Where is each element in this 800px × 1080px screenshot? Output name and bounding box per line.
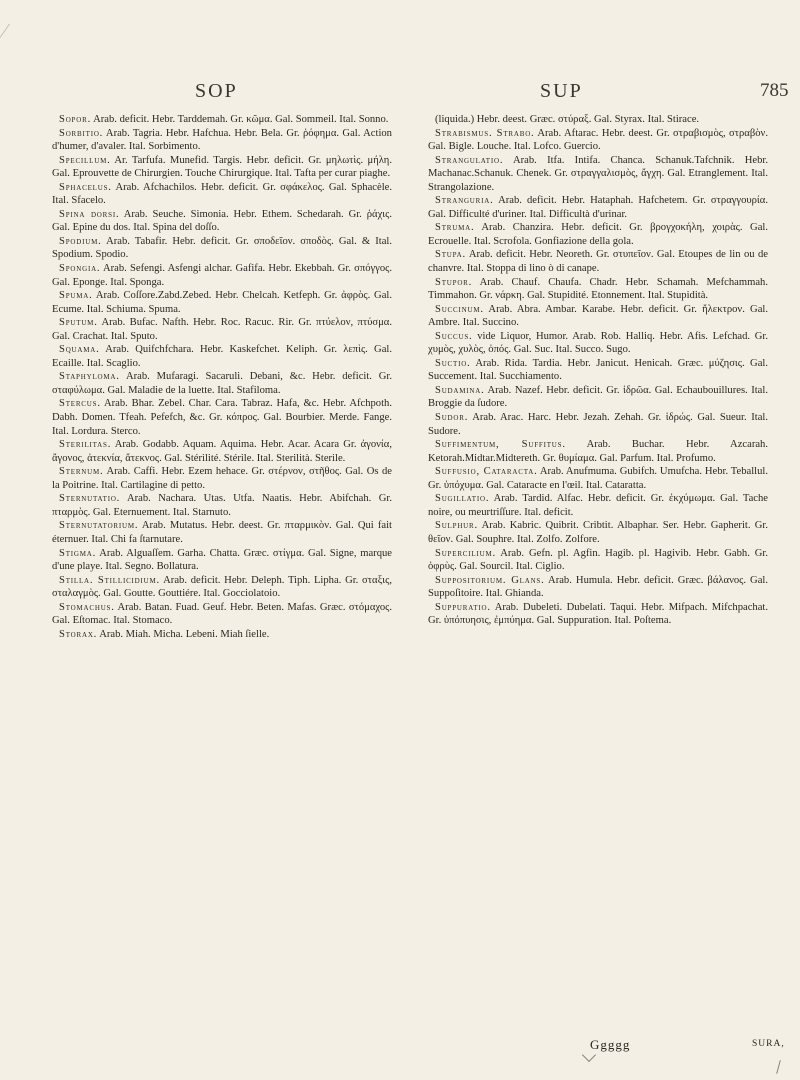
entry-headword: Suffusio, Cataracta. xyxy=(435,466,538,478)
entry-text: Arab. Dubeleti. Dubelati. Taqui. Hebr. Mifpach. Mifchpachat. Gr. ὑπόπυησις, ἐμπύημα. Gal. Suppuration. Ital. Poſtema. xyxy=(428,601,768,627)
entry-headword: Suppositorium. Glans. xyxy=(435,574,545,586)
entry-text: Arab. Afchachilos. Hebr. deficit. Gr. σφάκελος. Gal. Sphacèle. Ital. Sfacelo. xyxy=(52,181,392,207)
entry-headword: Stupa. xyxy=(435,249,466,261)
dictionary-entry xyxy=(428,127,768,154)
entry-text: Arab. Mufaragi. Sacaruli. Debani, &c. Hebr. deficit. Gr. σταφύλωμα. Gal. Maladie de la luette. Ital. Stafiloma. xyxy=(52,371,392,396)
entry-headword: Storax. xyxy=(59,628,98,640)
left-column xyxy=(52,113,392,641)
entry-text: Arab. Caffi. Hebr. Ezem hehace. Gr. στέρνον, στῆθος. Gal. Os de la Poitrine. Ital. Cartilagine di petto. xyxy=(52,466,392,491)
dictionary-entry xyxy=(52,574,392,601)
entry-text: Arab. deficit. Hebr. Neoreth. Gr. στυπεῖον. Gal. Etoupes de lin ou de chanvre. Ital. Stoppa di lino ò di canape. xyxy=(428,249,768,275)
entry-text: Arab. Rida. Tardia. Hebr. Janicut. Henicah. Græc. μύζησις. Gal. Succement. Ital. Succhiamento. xyxy=(428,357,768,383)
entry-headword: Stercus. xyxy=(59,398,101,410)
entry-text: (liquida.) Hebr. deest. Græc. στύραξ. Gal. Styrax. Ital. Stirace. xyxy=(435,114,700,125)
entry-headword: Sternutatio. xyxy=(59,493,121,505)
dictionary-entry xyxy=(428,547,768,574)
entry-text: Arab. Alguaſſem. Garha. Chatta. Græc. στίγμα. Gal. Signe, marque d'une playe. Ital. Segno. Bollatura. xyxy=(52,547,392,573)
dictionary-entry xyxy=(52,289,392,316)
entry-text: Arab. Miah. Micha. Lebeni. Miah ſielle. xyxy=(99,628,270,640)
dictionary-entry xyxy=(428,248,768,275)
entry-text: Arab. Gefn. pl. Agfin. Hagib. pl. Hagivib. Hebr. Gabh. Gr. ὀφρὺς. Gal. Sourcil. Ital. Ciglio. xyxy=(428,547,768,573)
entry-headword: Sudamina. xyxy=(435,384,485,396)
entry-headword: Sudor. xyxy=(435,412,469,424)
entry-text: Arab. Abra. Ambar. Karabe. Hebr. deficit. Gr. ἤλεκτρον. Gal. Ambre. Ital. Succino. xyxy=(428,303,768,329)
entry-text: Arab. Tabafir. Hebr. deficit. Gr. σποδεῖον. σποδὸς. Gal. & Ital. Spodium. Spodio. xyxy=(52,235,392,261)
dictionary-entry xyxy=(428,113,768,127)
dictionary-entry xyxy=(52,262,392,289)
dictionary-entry xyxy=(428,519,768,546)
entry-headword: Sternum. xyxy=(59,466,104,478)
entry-text: Arab. Humula. Hebr. deficit. Græc. βάλανος. Gal. Suppoſitoire. Ital. Ghianda. xyxy=(428,574,768,600)
entry-text: Arab. Tagria. Hebr. Hafchua. Hebr. Bela. Gr. ῥόφημα. Gal. Action d'humer, d'avaler. Ital. Sorbimento. xyxy=(52,127,392,153)
entry-headword: Spongia. xyxy=(59,263,101,275)
dictionary-entry xyxy=(52,235,392,262)
entry-text: Arab. Nazef. Hebr. deficit. Gr. ἱδρῶα. Gal. Echaubouillures. Ital. Broggie da ſudore. xyxy=(428,384,768,410)
entry-headword: Spuma. xyxy=(59,290,93,302)
entry-text: Arab. Kabric. Quibrit. Cribtit. Albaphar. Ser. Hebr. Gapherit. Gr. θεῖον. Gal. Souphre. Ital. Zolfo. Zolfore. xyxy=(428,520,768,545)
entry-text: Arab. deficit. Hebr. Hataphah. Hafchetem. Gr. στραγγουρία. Gal. Difficulté d'uriner. Ital. Difficultà d'urinar. xyxy=(428,195,768,220)
dictionary-entry xyxy=(428,492,768,519)
entry-headword: Sphacelus. xyxy=(59,181,112,193)
entry-text: vide Liquor, Humor. Arab. Rob. Halliq. Hebr. Afis. Lefchad. Gr. χυμὸς, χυλὸς, ὀπός. Gal. Suc. Ital. Succo. Sugo. xyxy=(428,330,768,356)
dictionary-entry xyxy=(428,411,768,438)
entry-headword: Sorbitio. xyxy=(59,127,104,139)
entry-headword: Stomachus. xyxy=(59,601,115,613)
dictionary-entry xyxy=(428,221,768,248)
dictionary-entry xyxy=(52,113,392,127)
entry-text: Arab. Buchar. Hebr. Azcarah. Ketorah.Midtar.Midtereth. Gr. θυμίαμα. Gal. Parfum. Ital. Profumo. xyxy=(428,439,768,464)
dictionary-entry xyxy=(52,127,392,154)
dictionary-entry xyxy=(52,601,392,628)
entry-headword: Struma. xyxy=(435,222,475,234)
dictionary-entry xyxy=(428,154,768,195)
dictionary-entry xyxy=(52,316,392,343)
entry-headword: Strabismus. Strabo. xyxy=(435,127,535,139)
dictionary-entry xyxy=(428,574,768,601)
entry-text: Arab. Batan. Fuad. Geuf. Hebr. Beten. Mafas. Græc. στόμαχος. Gal. Eſtomac. Ital. Stomaco. xyxy=(52,601,392,627)
entry-headword: Stigma. xyxy=(59,547,97,559)
entry-headword: Spina dorsi. xyxy=(59,208,120,220)
entry-headword: Stranguria. xyxy=(435,195,494,207)
dictionary-entry xyxy=(428,465,768,492)
entry-headword: Supercilium. xyxy=(435,547,496,559)
entry-text: Arab. Bhar. Zebel. Char. Cara. Tabraz. Hafa, &c. Hebr. Afchpoth. Dabh. Domen. Tfeah. Pefefch, &c. Gr. κόπρος. Gal. Bourbier. Merde. Fange. Ital. Lordura. Sterco. xyxy=(52,398,392,437)
entry-text: Arab. deficit. Hebr. Tarddemah. Gr. κῶμα. Gal. Sommeil. Ital. Sonno. xyxy=(93,114,389,125)
entry-text: Arab. Sefengi. Asfengi alchar. Gafifa. Hebr. Ekebbah. Gr. σπόγγος. Gal. Eponge. Ital. Sponga. xyxy=(52,263,392,288)
entry-text: Arab. Anufmuma. Gubifch. Umufcha. Hebr. Teballul. Gr. ὑπόχυμα. Gal. Cataracte en l'œil. Ital. Cataratta. xyxy=(428,466,768,491)
page-number: 785 xyxy=(760,80,789,101)
entry-text: Arab. deficit. Hebr. Deleph. Tiph. Lipha. Gr. σταξις, σταλαγμὸς. Gal. Goutte. Gouttiére. Ital. Gocciolatoio. xyxy=(52,574,392,600)
dictionary-entry xyxy=(52,465,392,492)
dictionary-entry xyxy=(52,343,392,370)
dictionary-entry xyxy=(428,438,768,465)
entry-headword: Specillum. xyxy=(59,154,111,166)
corner-fold-mark xyxy=(0,24,40,44)
entry-text: Arab. Nachara. Utas. Utfa. Naatis. Hebr. Abifchah. Gr. πταρμὸς. Gal. Eternuement. Ital. Starnuto. xyxy=(52,493,392,518)
running-head-right: SUP xyxy=(540,80,583,102)
entry-text: Arab. Itfa. Intifa. Chanca. Schanuk.Tafchnik. Hebr. Machanac.Schanuk. Chenek. Gr. στραγγαλισμὸς, ἄγχη. Gal. Etranglement. Ital. Strangolazione. xyxy=(428,154,768,193)
dictionary-entry xyxy=(428,194,768,221)
entry-text: Arab. Coſſore.Zabd.Zebed. Hebr. Chelcah. Ketfeph. Gr. ἀφρὸς. Gal. Ecume. Ital. Schiuma. Spuma. xyxy=(52,290,392,315)
right-column xyxy=(428,113,768,628)
dictionary-entry xyxy=(52,628,392,642)
entry-headword: Sterilitas. xyxy=(59,439,112,451)
entry-headword: Succinum. xyxy=(435,303,484,315)
entry-text: Arab. Mutatus. Hebr. deest. Gr. πταρμικὸν. Gal. Qui fait éternuer. Ital. Chi fa ſtarnutare. xyxy=(52,520,392,545)
dictionary-entry xyxy=(52,208,392,235)
entry-headword: Suffimentum, Suffitus. xyxy=(435,439,566,451)
dictionary-entry xyxy=(52,181,392,208)
entry-headword: Spodium. xyxy=(59,235,102,247)
entry-text: Arab. Chanzira. Hebr. deficit. Gr. βρογχοκήλη, χοιρὰς. Gal. Ecrouelle. Ital. Scrofola. Gonfiazione della gola. xyxy=(428,222,768,247)
entry-headword: Sugillatio. xyxy=(435,493,490,505)
dictionary-entry xyxy=(52,154,392,181)
entry-text: Arab. Chauf. Chaufa. Chadr. Hebr. Schamah. Mefchammah. Timmahon. Gr. νάρκη. Gal. Stupidité. Etonnement. Ital. Stupidità. xyxy=(428,276,768,302)
entry-text: Arab. Tardid. Alfac. Hebr. deficit. Gr. ἐκχύμωμα. Gal. Tache noire, ou meurtriſſure. Ital. deficit. xyxy=(428,493,768,518)
entry-text: Arab. Bufac. Nafth. Hebr. Roc. Racuc. Rir. Gr. πτύελον, πτύσμα. Gal. Crachat. Ital. Sputo. xyxy=(52,317,392,342)
running-head-left: SOP xyxy=(195,80,238,102)
dictionary-entry xyxy=(428,384,768,411)
entry-headword: Sternutatorium. xyxy=(59,520,139,532)
entry-headword: Sputum. xyxy=(59,317,98,329)
entry-text: Arab. Godabb. Aquam. Aquima. Hebr. Acar. Acara Gr. ἀγονία, ἄγονος, ἀτεκνία, ἄτεκνος. Gal. Stérilité. Stérile. Ital. Sterilità. Sterile. xyxy=(52,439,392,464)
catchword: SURA, xyxy=(752,1039,785,1049)
entry-headword: Suppuratio. xyxy=(435,601,491,613)
dictionary-entry xyxy=(428,276,768,303)
dictionary-entry xyxy=(428,357,768,384)
entry-headword: Sulphur. xyxy=(435,520,478,532)
dictionary-entry xyxy=(52,438,392,465)
entry-text: Arab. Aftarac. Hebr. deest. Gr. στραβισμὸς, στραβὸν. Gal. Bigle. Louche. Ital. Lofco. Guercio. xyxy=(428,127,768,153)
dictionary-entry xyxy=(428,330,768,357)
dictionary-entry xyxy=(428,601,768,628)
dictionary-entry xyxy=(52,547,392,574)
entry-text: Arab. Quifchfchara. Hebr. Kaskefchet. Keliph. Gr. λεπὶς. Gal. Ecaille. Ital. Scaglio. xyxy=(52,344,392,369)
entry-headword: Strangulatio. xyxy=(435,154,504,166)
entry-headword: Stilla. Stillicidium. xyxy=(59,574,160,586)
entry-text: Arab. Arac. Harc. Hebr. Jezah. Zehah. Gr. ἱδρώς. Gal. Sueur. Ital. Sudore. xyxy=(428,412,768,437)
entry-headword: Sopor. xyxy=(59,114,92,125)
entry-headword: Staphyloma. xyxy=(59,371,120,383)
dictionary-entry xyxy=(52,370,392,397)
entry-text: Ar. Tarfufa. Munefid. Targis. Hebr. deficit. Gr. μηλωτὶς. μήλη. Gal. Eprouvette de Chirurgien. Touche Chirurgique. Ital. Tafta per curar piaghe. xyxy=(52,154,392,180)
entry-headword: Stupor. xyxy=(435,276,473,288)
entry-headword: Succus. xyxy=(435,330,473,342)
dictionary-entry xyxy=(52,519,392,546)
entry-text: Arab. Seuche. Simonia. Hebr. Ethem. Schedarah. Gr. ῥάχις. Gal. Epine du dos. Ital. Spina del doſſo. xyxy=(52,208,392,234)
dictionary-entry xyxy=(52,397,392,438)
dictionary-entry xyxy=(52,492,392,519)
pen-stroke xyxy=(776,1060,781,1074)
entry-headword: Suctio. xyxy=(435,357,471,369)
dictionary-entry xyxy=(428,303,768,330)
signature-mark: Ggggg xyxy=(590,1037,631,1052)
entry-headword: Squama. xyxy=(59,344,100,356)
